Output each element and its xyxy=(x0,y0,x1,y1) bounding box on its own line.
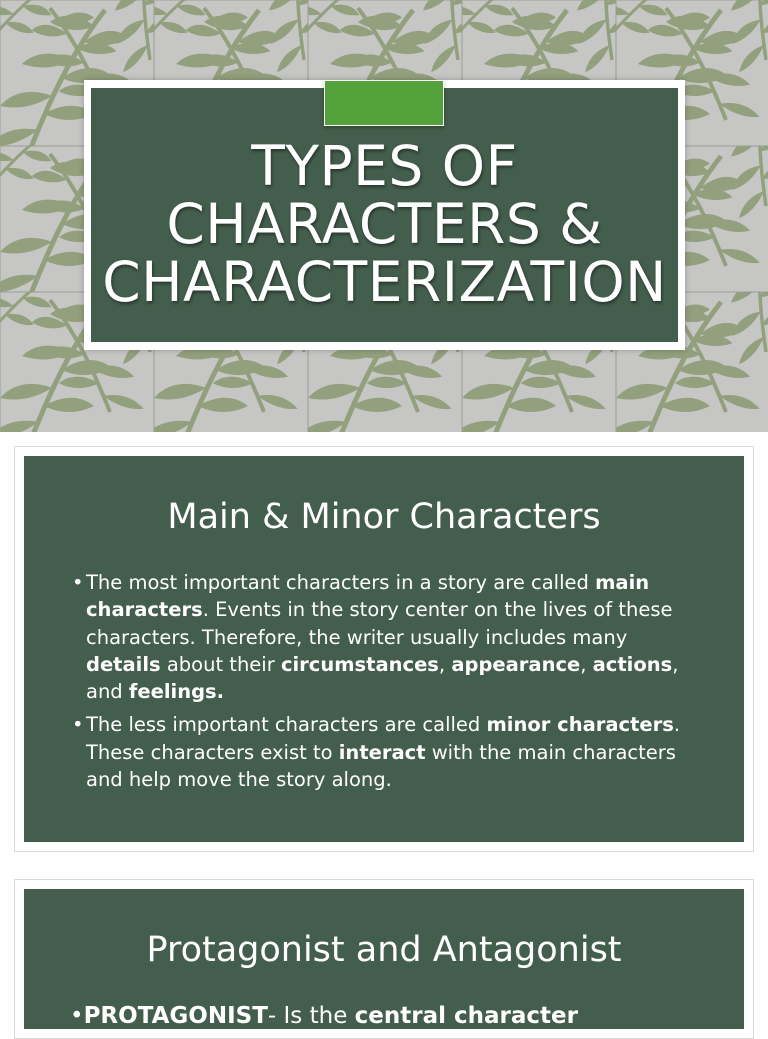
slide-heading: Main & Minor Characters xyxy=(167,497,601,537)
bullet-dot: • xyxy=(72,571,84,594)
bullet-dot: • xyxy=(70,1003,84,1029)
bold-term: PROTAGONIST xyxy=(83,1003,268,1029)
bold-term: circumstances xyxy=(280,652,439,676)
text: . These characters exist to xyxy=(86,713,681,764)
bold-term: minor characters xyxy=(486,713,674,737)
bullet-minor-characters xyxy=(74,711,684,793)
text: - Is the xyxy=(267,1003,355,1029)
bullet-main-characters xyxy=(74,569,684,705)
bold-term: feelings. xyxy=(128,680,225,704)
text: with the main characters and help move the story along. xyxy=(86,740,676,792)
text: , xyxy=(438,652,452,676)
slide-main-minor xyxy=(14,446,754,852)
text: , and xyxy=(86,652,679,704)
text: . Events in the story center on the lives of these characters. Therefore, the writer usually includes many xyxy=(86,598,673,649)
title-line-3: CHARACTERIZATION xyxy=(102,250,667,314)
bullet-dot: • xyxy=(72,713,84,737)
slide-protagonist-antagonist xyxy=(14,879,754,1039)
slide-panel xyxy=(24,889,744,1029)
bold-term: details xyxy=(86,652,161,676)
bold-term: interact xyxy=(338,740,426,764)
bold-term: main characters xyxy=(86,571,650,622)
text: The less important characters are called xyxy=(86,713,487,737)
bold-term: central character xyxy=(354,1003,578,1029)
bullet-list xyxy=(74,569,684,799)
text: , xyxy=(580,652,593,676)
bold-term: actions xyxy=(592,652,673,676)
slide-heading: Protagonist and Antagonist xyxy=(146,930,622,970)
text: about their xyxy=(160,652,281,676)
slide-panel xyxy=(24,456,744,842)
accent-tab xyxy=(324,80,444,126)
title-line-1: TYPES OF xyxy=(251,134,518,198)
text: The most important characters in a story are called xyxy=(86,571,596,594)
presentation-title xyxy=(102,119,667,314)
bullet-protagonist xyxy=(70,1002,578,1030)
title-line-2: CHARACTERS & xyxy=(166,192,603,256)
title-panel xyxy=(91,88,678,342)
title-slide xyxy=(0,0,768,432)
bold-term: appearance xyxy=(451,652,581,676)
